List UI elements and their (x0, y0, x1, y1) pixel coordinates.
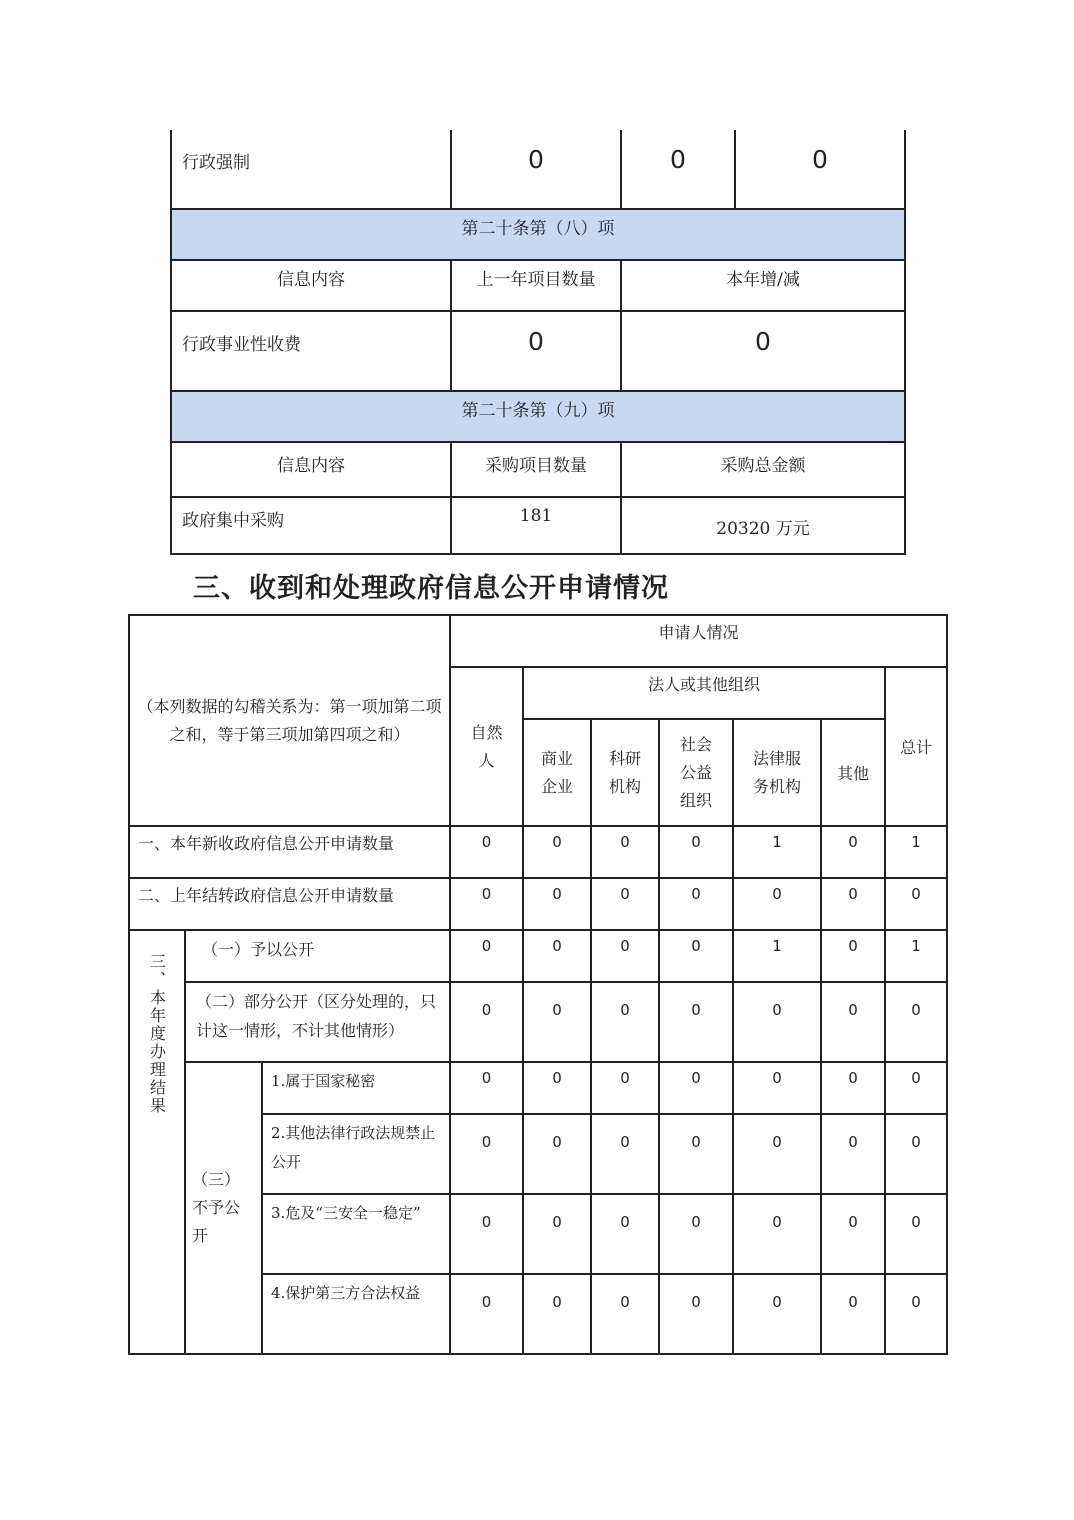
column-header: 上一年项目数量 (451, 260, 621, 311)
value-cell: 0 (821, 982, 885, 1062)
value-cell: 0 (821, 826, 885, 878)
column-header: 采购项目数量 (451, 442, 621, 497)
value-cell: 181 (451, 497, 621, 554)
value-cell: 0 (591, 982, 659, 1062)
row-label: 行政事业性收费 (171, 311, 451, 391)
value-cell: 0 (450, 1114, 523, 1194)
org-column-header: 法律服务机构 (733, 719, 821, 826)
row-label: （一）予以公开 (185, 930, 450, 982)
value-cell: 0 (591, 878, 659, 930)
value-cell: 0 (821, 878, 885, 930)
value-cell: 0 (821, 1194, 885, 1274)
disclosure-table-top (170, 130, 906, 555)
value-cell: 0 (659, 1114, 733, 1194)
value-cell: 0 (451, 130, 621, 209)
value-cell: 0 (523, 1194, 591, 1274)
section-title: 第二十条第（九）项 (171, 391, 905, 442)
value-cell: 20320 万元 (621, 497, 905, 554)
value-cell: 0 (450, 826, 523, 878)
not-public-label: （三）不予公开 (185, 1062, 262, 1354)
table-row (129, 826, 947, 878)
value-cell: 0 (450, 930, 523, 982)
section-title: 第二十条第（八）项 (171, 209, 905, 260)
org-column-header: 其他 (821, 719, 885, 826)
value-cell: 0 (591, 1194, 659, 1274)
row-label: 2.其他法律行政法规禁止公开 (262, 1114, 450, 1194)
row-label: 1.属于国家秘密 (262, 1062, 450, 1114)
value-cell: 0 (450, 982, 523, 1062)
value-cell: 0 (885, 1062, 947, 1114)
value-cell: 0 (885, 982, 947, 1062)
reconciliation-note: （本列数据的勾稽关系为：第一项加第二项之和，等于第三项加第四项之和） (129, 615, 450, 826)
applications-table (128, 614, 948, 1355)
value-cell: 1 (733, 826, 821, 878)
value-cell: 0 (591, 930, 659, 982)
value-cell: 0 (591, 1114, 659, 1194)
value-cell: 0 (523, 878, 591, 930)
section-heading: 三、收到和处理政府信息公开申请情况 (193, 573, 669, 604)
value-cell: 0 (450, 1062, 523, 1114)
table-row (129, 878, 947, 930)
row-label: 一、本年新收政府信息公开申请数量 (129, 826, 450, 878)
value-cell: 0 (659, 1274, 733, 1354)
value-cell: 0 (450, 878, 523, 930)
table-row (129, 1062, 947, 1114)
org-column-header: 商业企业 (523, 719, 591, 826)
natural-person-header: 自然人 (450, 667, 523, 826)
row-label: （二）部分公开（区分处理的，只计这一情形，不计其他情形） (185, 982, 450, 1062)
value-cell: 0 (885, 1114, 947, 1194)
value-cell: 0 (659, 1062, 733, 1114)
value-cell: 0 (523, 826, 591, 878)
value-cell: 0 (659, 930, 733, 982)
value-cell: 0 (821, 1062, 885, 1114)
value-cell: 0 (523, 930, 591, 982)
value-cell: 0 (733, 1194, 821, 1274)
value-cell: 0 (733, 1274, 821, 1354)
value-cell: 0 (523, 1062, 591, 1114)
row-label: 3.危及“三安全一稳定” (262, 1194, 450, 1274)
column-header: 采购总金额 (621, 442, 905, 497)
value-cell: 0 (450, 1194, 523, 1274)
value-cell: 0 (885, 1274, 947, 1354)
value-cell: 0 (523, 982, 591, 1062)
value-cell: 0 (451, 311, 621, 391)
value-cell: 0 (821, 1274, 885, 1354)
value-cell: 0 (885, 878, 947, 930)
value-cell: 1 (885, 826, 947, 878)
value-cell: 0 (733, 1062, 821, 1114)
value-cell: 0 (659, 982, 733, 1062)
value-cell: 0 (733, 878, 821, 930)
value-cell: 0 (659, 826, 733, 878)
total-header: 总计 (885, 667, 947, 826)
value-cell: 0 (621, 130, 735, 209)
value-cell: 0 (821, 930, 885, 982)
value-cell: 0 (591, 826, 659, 878)
value-cell: 0 (735, 130, 905, 209)
row-label: 政府集中采购 (171, 497, 451, 554)
value-cell: 0 (733, 982, 821, 1062)
row-label: 行政强制 (171, 130, 451, 209)
applicant-header: 申请人情况 (450, 615, 947, 667)
column-header: 信息内容 (171, 260, 451, 311)
value-cell: 0 (591, 1274, 659, 1354)
value-cell: 0 (591, 1062, 659, 1114)
table-row (129, 930, 947, 982)
column-header: 本年增/减 (621, 260, 905, 311)
value-cell: 0 (450, 1274, 523, 1354)
column-header: 信息内容 (171, 442, 451, 497)
value-cell: 1 (885, 930, 947, 982)
value-cell: 0 (659, 878, 733, 930)
org-column-header: 科研机构 (591, 719, 659, 826)
value-cell: 0 (885, 1194, 947, 1274)
value-cell: 0 (621, 311, 905, 391)
row-label: 二、上年结转政府信息公开申请数量 (129, 878, 450, 930)
value-cell: 0 (733, 1114, 821, 1194)
value-cell: 0 (523, 1114, 591, 1194)
section3-label: 三、本年度办理结果 (147, 953, 167, 1115)
value-cell: 0 (821, 1114, 885, 1194)
row-label: 4.保护第三方合法权益 (262, 1274, 450, 1354)
value-cell: 0 (523, 1274, 591, 1354)
org-column-header: 社会公益组织 (659, 719, 733, 826)
value-cell: 1 (733, 930, 821, 982)
legal-org-header: 法人或其他组织 (523, 667, 885, 719)
value-cell: 0 (659, 1194, 733, 1274)
table-row (129, 982, 947, 1062)
section3-label-cell (129, 930, 185, 1354)
